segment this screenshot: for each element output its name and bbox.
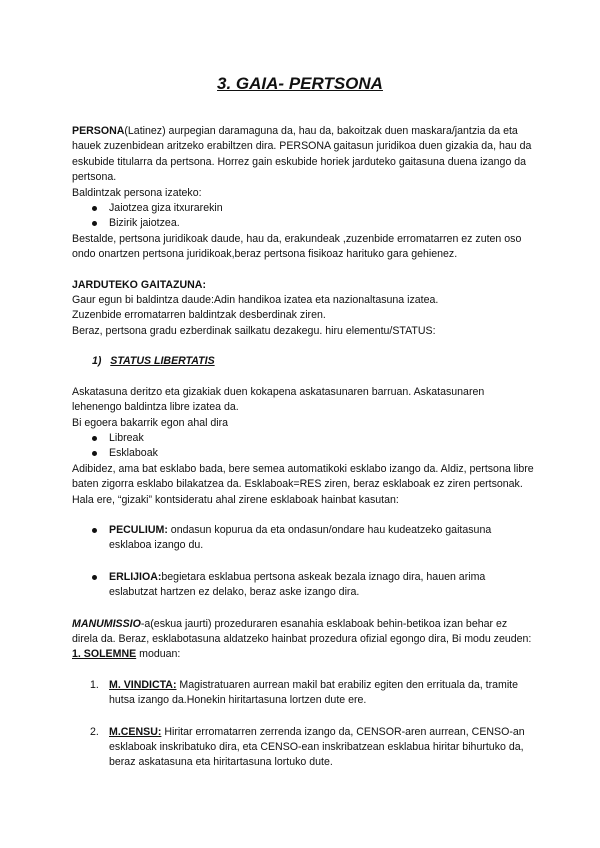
status-heading (72, 354, 534, 369)
status-label: STATUS LIBERTATIS (110, 355, 215, 368)
item-text: Magistratuaren aurrean makil bat erabiliz egiten den errituala da, tramite hutsa izango da.Honekin hiritartasuna lortzen dute ere. (109, 678, 519, 707)
legal-persons-paragraph: Bestalde, pertsona juridikoak daude, hau da, erakundeak ,zuzenbide erromatarren ez zuten oso ondo onartzen pertsona juridikoak,beraz pertsona fisikoaz harituko gara gehienez. (72, 232, 522, 261)
status-paragraph: Askatasuna deritzo eta gizakiak duen kokapena askatasunaren barruan. Askatasunaren lehenengo baldintza libre izatea da. (72, 385, 485, 414)
solemne-heading (72, 647, 534, 662)
jarduteko-line: Beraz, pertsona gradu ezberdinak sailkatu dezakegu. hiru elementu/STATUS: (72, 324, 436, 337)
case-text: ondasun kopurua da eta ondasun/ondare hau kudeatzeko gaitasuna esklaboa izango du. (109, 523, 492, 552)
groups-list (72, 431, 534, 462)
manumission-list (72, 678, 534, 709)
status-number: 1) (92, 355, 102, 368)
list-item (72, 678, 534, 709)
manumission-list (72, 725, 534, 771)
item-number: 1. (90, 678, 99, 691)
list-item (72, 725, 534, 771)
conditions-list (72, 201, 534, 232)
jarduteko-line: Zuzenbide erromatarren baldintzak desberdinak ziren. (72, 309, 326, 322)
intro-text: (Latinez) aurpegian daramaguna da, hau da, bakoitzak duen maskara/jantzia da eta hauek zuzenbidean aritzeko erabiltzen dira. PERSONA gaitasun juridikoa duen gizakia da, hau da eskubide titularra da pertsona. Horrez gain eskubide horiek jarduteko gaitasuna duena izango da pertsona. (72, 125, 532, 184)
item-number: 2. (90, 725, 99, 738)
slavery-paragraph: Adibidez, ama bat esklabo bada, bere semea automatikoki esklabo izango da. Aldiz, pertsona libre baten zigorra esklabo bilakatzea da. Esklaboak=RES ziren, beraz esklaboak ez ziren pertsonak. Hala ere, “gizaki” kontsideratu ahal zirene esklaboak hainbat kasutan: (72, 462, 534, 506)
list-item (72, 570, 534, 601)
conditions-label: Baldintzak persona izateko: (72, 186, 202, 199)
case-term: ERLIJIOA: (109, 570, 162, 583)
manumissio-text: -a(eskua jaurti) prozeduraren esanahia esklaboak behin-betikoa izan behar ez direla da. Beraz, esklabotasuna aldatzeko hainbat prozedura ofizial egongo dira, Bi modu zeuden: (72, 617, 532, 645)
jarduteko-heading: JARDUTEKO GAITAZUNA: (72, 278, 206, 291)
manumissio-paragraph (72, 617, 534, 648)
item-term: M.CENSU: (109, 725, 162, 738)
list-item: Bizirik jaiotzea. (72, 216, 534, 231)
solemne-suffix: moduan: (136, 648, 181, 661)
item-term: M. VINDICTA: (109, 678, 177, 691)
cases-list (72, 570, 534, 601)
jarduteko-line: Gaur egun bi baldintza daude:Adin handikoa izatea eta nazionaltasuna izatea. (72, 294, 439, 307)
page-title: 3. GAIA- PERTSONA (217, 74, 383, 93)
list-item: Libreak (72, 431, 534, 446)
list-item: Esklaboak (72, 446, 534, 461)
groups-label: Bi egoera bakarrik egon ahal dira (72, 416, 229, 429)
item-text: Hiritar erromatarren zerrenda izango da, CENSOR-aren aurrean, CENSO-an esklaboak inskribatuko dira, eta CENSO-ean inskribatzean esklabua hiritar bihurtuko da, beraz askatasuna eta hiritartasuna lortuko dute. (109, 725, 525, 769)
cases-list (72, 523, 534, 554)
solemne-label: 1. SOLEMNE (72, 648, 137, 661)
intro-paragraph (72, 124, 534, 186)
list-item: Jaiotzea giza itxurarekin (72, 201, 534, 216)
persona-term: PERSONA (72, 125, 125, 137)
list-item (72, 523, 534, 554)
case-term: PECULIUM: (109, 523, 168, 536)
document-body (72, 124, 534, 771)
case-text: begietara esklabua pertsona askeak bezala iznago dira, hauen arima eslabutzat hartzen ez delako, beraz aske izango dira. (109, 570, 486, 599)
manumissio-term: MANUMISSIO (72, 617, 141, 630)
